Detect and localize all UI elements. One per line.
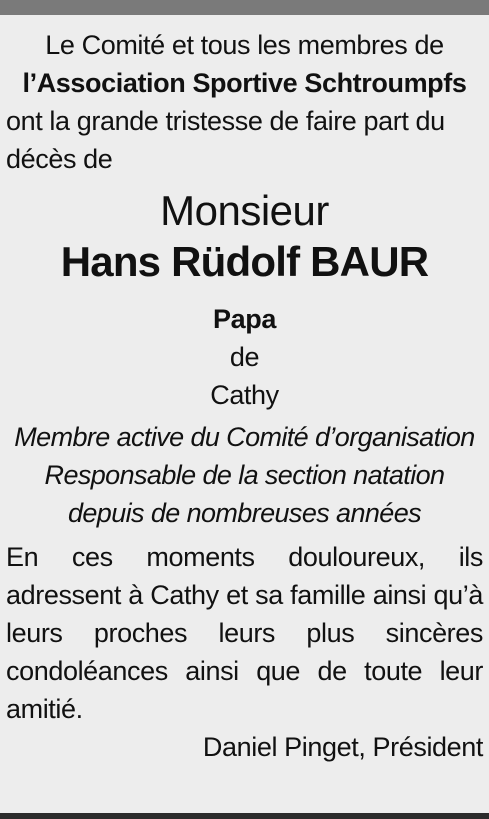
deceased-name: Hans Rüdolf BAUR bbox=[60, 238, 429, 285]
relation-of: de bbox=[229, 342, 260, 372]
top-border bbox=[0, 0, 489, 15]
roles-block bbox=[6, 418, 483, 532]
honorific: Monsieur bbox=[160, 187, 329, 234]
role-line: depuis de nombreuses années bbox=[67, 498, 422, 528]
relation-block bbox=[6, 300, 483, 414]
signature: Daniel Pinget, Président bbox=[202, 732, 483, 762]
bottom-border bbox=[0, 813, 489, 819]
notice-content bbox=[6, 26, 483, 766]
announcement-text: ont la grande tristesse de faire part du décès de bbox=[6, 106, 445, 174]
intro-line: Le Comité et tous les membres de bbox=[45, 30, 444, 60]
condolences-text: En ces moments douloureux, ils adressent à Cathy et sa famille ainsi qu’à leurs proches leurs plus sincères condoléances ainsi que de toute leur amitié. bbox=[6, 542, 483, 724]
relation-role: Papa bbox=[213, 304, 276, 334]
association-name: l’Association Sportive Schtroumpfs bbox=[22, 68, 467, 98]
role-line: Responsable de la section natation bbox=[44, 460, 445, 490]
role-line: Membre active du Comité d’organisation bbox=[14, 422, 475, 452]
relation-child: Cathy bbox=[210, 380, 279, 410]
